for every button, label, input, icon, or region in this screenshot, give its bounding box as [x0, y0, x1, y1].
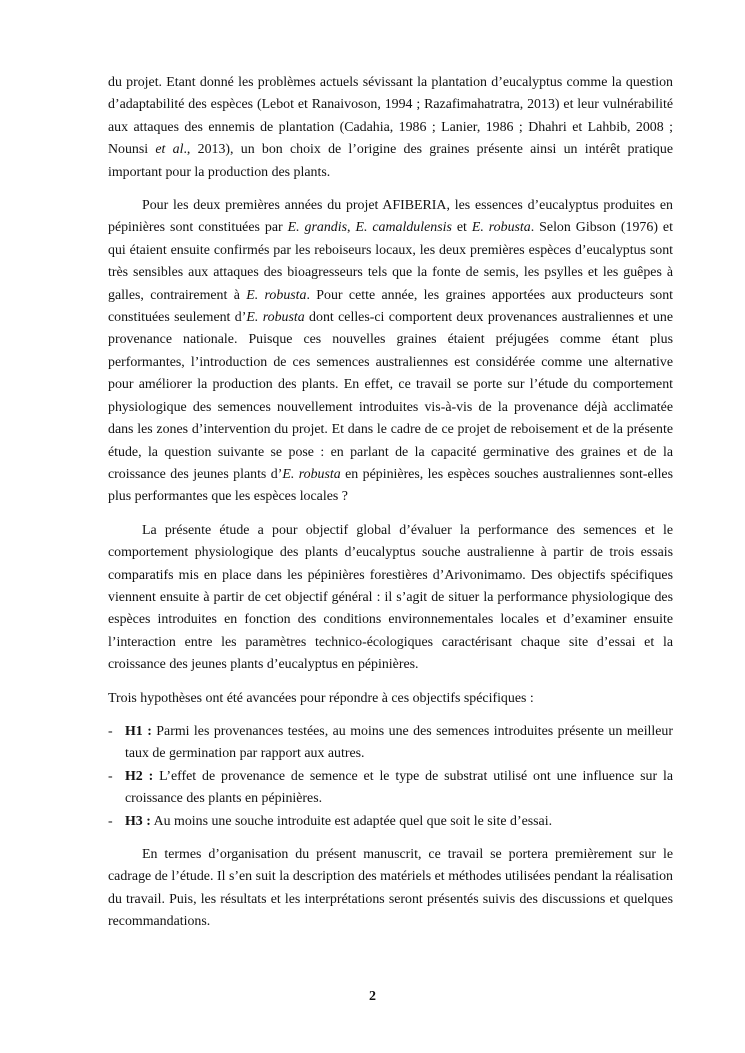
paragraph-afiberia	[108, 195, 673, 509]
hypothesis-label: H1 :	[125, 723, 152, 739]
text-span: et	[451, 220, 472, 236]
italic-span: et al	[155, 142, 184, 158]
text-span: dont celles-ci comportent deux provenances australiennes et une provenance nationale. Puisque ces nouvelles graines étaient préjugées comme étant plus performantes, l’introduction de ces semences australiennes est considérée comme une alternative pour améliorer la production des plants. En effet, ce travail se porte sur l’étude du comportement physiologique des semences nouvellement introduites vis-à-vis de la provenance déjà acclimatée dans les zones d’intervention du projet. Et dans le cadre de ce projet de reboisement et de la présente étude, la question suivante se pose : en parlant de la capacité germinative des graines et de la croissance des jeunes plants d’	[108, 310, 673, 482]
list-dash: -	[108, 768, 113, 784]
hypothesis-item	[108, 721, 673, 766]
paragraph-hypotheses-intro: Trois hypothèses ont été avancées pour répondre à ces objectifs spécifiques :	[108, 690, 534, 706]
list-dash: -	[108, 723, 113, 739]
paragraph-manuscript-organization: En termes d’organisation du présent manuscrit, ce travail se portera premièrement sur le cadrage de l’étude. Il s’en suit la description des matériels et méthodes utilisées pendant la réalisation du travail. Puis, les résultats et les interprétations seront présentés suivis des discussions et quelques recommandations.	[108, 847, 673, 930]
text-span: ., 2013), un bon choix de l’origine des graines présente ainsi un intérêt pratique important pour la production des plants.	[108, 142, 673, 180]
text-span: . Selon Gibson (1976) et qui étaient ensuite confirmés par les reboiseurs locaux, les deux premières espèces d’eucalyptus sont très sensibles aux attaques des bioagresseurs tels que la fonte de semis, les psylles et les guêpes à galles, contrairement à	[108, 220, 673, 303]
hypothesis-label: H2 :	[125, 768, 154, 784]
species-name: E. robusta	[246, 287, 307, 303]
text-span: du projet. Etant donné les problèmes actuels sévissant la plantation d’eucalyptus comme la question d’adaptabilité des espèces (Lebot et Ranaivoson, 1994 ; Razafimahatratra, 2013) et leur vulnérabilité aux attaques des ennemis de plantation (Cadahia, 1986 ; Lanier, 1986 ; Dhahri et Lahbib, 2008 ; Nounsi	[108, 75, 673, 158]
paragraph-objectives: La présente étude a pour objectif global d’évaluer la performance des semences et le comportement physiologique des plants d’eucalyptus souche australienne à partir de trois essais comparatifs mis en place dans les pépinières forestières d’Arivonimamo. Des objectifs spécifiques viennent ensuite à partir de cet objectif général : il s’agit de situer la performance physiologique des espèces introduites en fonction des conditions environnementales locales et d’examiner ensuite l’interaction entre les paramètres technico-écologiques caractérisant chaque site d’essai et la croissance des jeunes plants d’eucalyptus en pépinières.	[108, 522, 673, 673]
hypothesis-label: H3 :	[125, 813, 151, 829]
species-name: E. robusta	[471, 220, 531, 236]
hypothesis-text: L’effet de provenance de semence et le type de substrat utilisé ont une influence sur la croissance des plants en pépinières.	[125, 768, 673, 807]
species-name: E. robusta	[246, 310, 305, 326]
hypothesis-item	[108, 811, 673, 833]
species-name: E. robusta	[282, 466, 341, 482]
hypotheses-list	[108, 721, 673, 833]
species-name: E. grandis	[287, 220, 347, 236]
hypothesis-text: Au moins une souche introduite est adaptée quel que soit le site d’essai.	[150, 813, 553, 829]
list-dash: -	[108, 813, 113, 829]
species-name: E. camaldulensis	[355, 220, 452, 236]
hypothesis-item	[108, 766, 673, 811]
text-span: . Pour cette année, les graines apportées aux producteurs sont constituées seulement d’	[108, 287, 673, 326]
paragraph-intro-continuation	[108, 72, 673, 184]
page-number: 2	[369, 989, 376, 1004]
text-span: Pour les deux premières années du projet AFIBERIA, les essences d’eucalyptus produites en pépinières sont constituées par	[108, 198, 673, 236]
text-span: ,	[347, 220, 356, 236]
text-span: en pépinières, les espèces souches australiennes sont-elles plus performantes que les espèces locales ?	[108, 466, 673, 505]
document-body	[108, 72, 673, 945]
hypothesis-text: Parmi les provenances testées, au moins une des semences introduites présente un meilleur taux de germination par rapport aux autres.	[125, 723, 674, 762]
